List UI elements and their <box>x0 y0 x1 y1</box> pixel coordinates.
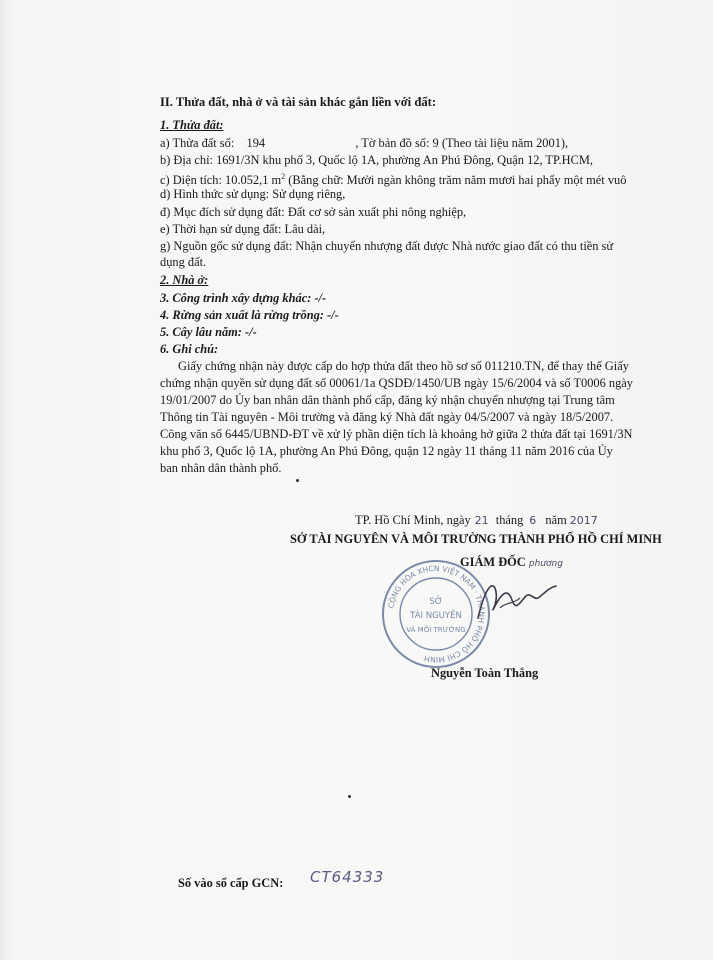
seal-center-1: SỞ <box>429 597 443 607</box>
seal-center-3: VÀ MÔI TRƯỜNG <box>406 626 466 634</box>
place-date-prefix: TP. Hồ Chí Minh, ngày <box>355 513 471 527</box>
notes-heading: 6. Ghi chú: <box>160 342 219 356</box>
gcn-label: Số vào sổ cấp GCN: <box>178 876 284 890</box>
land-address: b) Địa chỉ: 1691/3N khu phố 3, Quốc lộ 1A, phường An Phú Đông, Quận 12, TP.HCM, <box>160 153 593 167</box>
note-line: ban nhân dân thành phố. <box>160 461 282 475</box>
issuing-agency: SỞ TÀI NGUYÊN VÀ MÔI TRƯỜNG THÀNH PHỐ HỒ CHÍ MINH <box>290 532 662 546</box>
date-month: 6 <box>529 514 537 527</box>
director-signature <box>472 578 562 626</box>
seal-center-2: TÀI NGUYÊN <box>410 611 462 621</box>
signer-name: Nguyễn Toàn Thắng <box>431 666 539 680</box>
house-heading: 2. Nhà ở: <box>160 273 209 287</box>
seal-ring-text: CỘNG HÒA XHCN VIỆT NAM · THÀNH PHỐ HỒ CHÍ MINH <box>386 563 487 665</box>
ink-dot <box>348 795 351 798</box>
parcel-label: a) Thửa đất số: <box>160 136 235 150</box>
land-usage-form: d) Hình thức sử dụng: Sử dụng riêng, <box>160 187 346 201</box>
land-origin-cont: dụng đất. <box>160 255 207 269</box>
ink-dot <box>296 479 299 482</box>
land-purpose: đ) Mục đích sử dụng đất: Đất cơ sở sản xuất phi nông nghiệp, <box>160 205 467 219</box>
area-label: c) Diện tích: <box>160 173 222 188</box>
section-title: II. Thửa đất, nhà ở và tài sản khác gắn liền với đất: <box>160 95 437 109</box>
initials: phương <box>528 559 563 569</box>
note-line: Công văn số 6445/UBND-ĐT về xử lý phần diện tích là khoảng hở giữa 2 thửa đất tại 1691/3N <box>160 427 633 441</box>
land-parcel-line <box>160 135 568 151</box>
year-label: năm <box>545 513 567 527</box>
month-label: tháng <box>495 513 524 527</box>
parcel-number: 194 <box>246 136 266 150</box>
date-day: 21 <box>474 514 489 527</box>
map-sheet: , Tờ bản đồ số: 9 (Theo tài liệu năm 2001), <box>355 136 569 150</box>
note-line: 19/01/2007 do Ủy ban nhân dân thành phố cấp, đăng ký nhận chuyển nhượng tại Trung tâm <box>160 393 615 407</box>
land-term: e) Thời hạn sử dụng đất: Lâu dài, <box>160 222 326 236</box>
area-unit-sup: 2 <box>281 172 286 181</box>
land-origin: g) Nguồn gốc sử dụng đất: Nhận chuyển nhượng đất được Nhà nước giao đất có thu tiền sử <box>160 239 614 253</box>
date-year: 2017 <box>569 514 598 527</box>
note-line: khu phố 3, Quốc lộ 1A, phường An Phú Đông, quận 12 ngày 11 tháng 11 năm 2016 của Ủy <box>160 444 613 458</box>
place-date <box>355 512 601 529</box>
note-line: Giấy chứng nhận này được cấp do hợp thửa đất theo hồ sơ số 011210.TN, để thay thế Giấy <box>178 359 629 373</box>
area-unit: m <box>271 173 282 188</box>
land-heading: 1. Thửa đất: <box>160 118 224 132</box>
area-words: (Bằng chữ: Mười ngàn không trăm năm mươi hai phẩy một mét vuô <box>288 173 627 188</box>
note-line: Thông tin Tài nguyên - Môi trường và đăng ký Nhà đất ngày 04/5/2007 và ngày 18/5/2007. <box>160 410 614 424</box>
director-title-text: GIÁM ĐỐC <box>460 555 526 569</box>
area-value: 10.052,1 <box>225 173 269 188</box>
forest-heading: 4. Rừng sản xuất là rừng trồng: -/- <box>160 308 339 322</box>
gcn-number: CT64333 <box>310 868 385 886</box>
trees-heading: 5. Cây lâu năm: -/- <box>160 325 257 339</box>
note-line: chứng nhận quyền sử dụng đất số 00061/1a QSDĐ/1450/UB ngày 15/6/2004 và số T0006 ngày <box>160 376 633 390</box>
works-heading: 3. Công trình xây dựng khác: -/- <box>160 291 327 305</box>
